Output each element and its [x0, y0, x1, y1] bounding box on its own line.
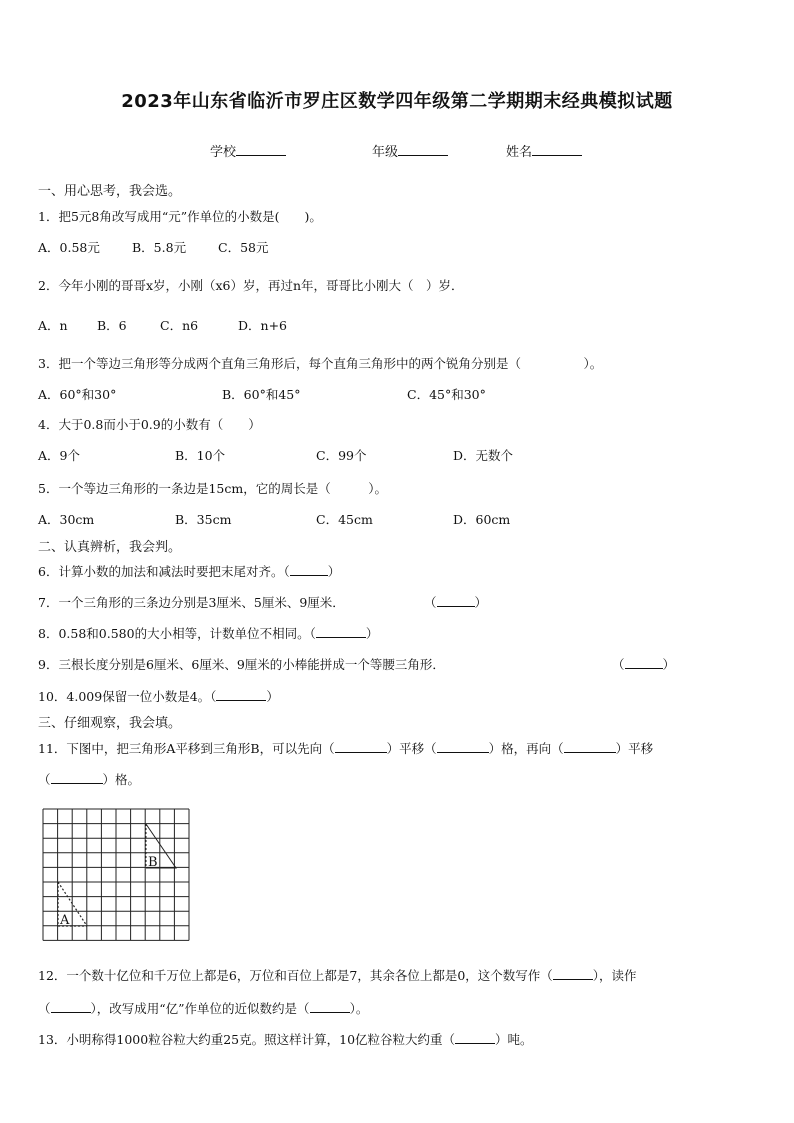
question-9 — [38, 655, 445, 673]
school-blank[interactable] — [236, 155, 286, 156]
section-heading-1: 一、用心思考，我会选。 — [38, 184, 182, 199]
q4-option-a[interactable]: A．9个 — [38, 448, 80, 463]
q9-answer-blank[interactable] — [625, 668, 663, 669]
q1-option-b[interactable]: B．5.8元 — [132, 240, 187, 255]
q10-close-paren: ） — [266, 689, 279, 704]
q7-answer — [424, 593, 487, 611]
q5-option-d[interactable]: D．60cm — [453, 512, 511, 527]
q12-text-5: ）。 — [349, 1001, 369, 1016]
q5-option-c[interactable]: C．45cm — [316, 512, 373, 527]
q10-answer-blank[interactable] — [216, 700, 266, 701]
q8-text: 8．0.58和0.580的大小相等，计数单位不相同。（ — [38, 626, 316, 641]
school-label: 学校 — [210, 145, 237, 160]
q2-option-c[interactable]: C．n6 — [160, 318, 199, 333]
question-2: 2．今年小刚的哥哥x岁，小刚（x6）岁，再过n年，哥哥比小刚大（ ）岁． — [38, 278, 464, 293]
q10-text: 10．4.009保留一位小数是4。（ — [38, 689, 217, 704]
q11-text-2: ）平移（ — [386, 741, 437, 756]
grade-blank[interactable] — [398, 155, 448, 156]
section-heading-3: 三、仔细观察，我会填。 — [38, 716, 182, 731]
triangle-a-label: A — [60, 913, 70, 928]
q12-blank-1[interactable] — [553, 979, 593, 980]
school-field — [210, 141, 286, 160]
q7-answer-blank[interactable] — [437, 606, 475, 607]
q3-option-a[interactable]: A．60°和30° — [38, 387, 117, 402]
q12-text-2: ），读作 — [592, 968, 637, 983]
q11-text-4: ）平移 — [615, 741, 654, 756]
question-10 — [38, 687, 279, 705]
q5-option-a[interactable]: A．30cm — [38, 512, 95, 527]
q12-text-3: （ — [38, 1001, 51, 1016]
q9-close-paren: ） — [662, 657, 676, 672]
q11-text-6: ）格。 — [102, 772, 141, 787]
name-field — [506, 141, 582, 160]
q3-option-c[interactable]: C．45°和30° — [407, 387, 486, 402]
q11-text-5: （ — [38, 772, 51, 787]
q4-option-d[interactable]: D．无数个 — [453, 448, 514, 463]
question-6 — [38, 562, 340, 580]
q8-answer-blank[interactable] — [316, 637, 366, 638]
q6-close-paren: ） — [327, 564, 341, 579]
q13-text-1: 13．小明称得1000粒谷粒大约重25克。照这样计算，10亿粒谷粒大约重（ — [38, 1032, 456, 1047]
question-1: 1．把5元8角改写成用“元”作单位的小数是( )。 — [38, 209, 322, 224]
q3-option-b[interactable]: B．60°和45° — [222, 387, 301, 402]
q6-answer-blank[interactable] — [290, 575, 328, 576]
question-13 — [38, 1030, 533, 1048]
q1-option-a[interactable]: A．0.58元 — [38, 240, 100, 255]
q11-text-3: ）格，再向（ — [488, 741, 564, 756]
q11-text-1: 11．下图中，把三角形A平移到三角形B，可以先向（ — [38, 741, 335, 756]
q11-blank-3[interactable] — [564, 752, 616, 753]
translation-grid-figure — [42, 808, 194, 946]
question-11 — [38, 739, 653, 757]
name-label: 姓名 — [506, 145, 533, 160]
q1-option-c[interactable]: C．58元 — [218, 240, 269, 255]
q13-text-2: ）吨。 — [495, 1032, 533, 1047]
q11-blank-1[interactable] — [335, 752, 387, 753]
q13-blank[interactable] — [455, 1043, 495, 1044]
question-8 — [38, 624, 378, 642]
question-11-line-2 — [38, 770, 140, 788]
q11-blank-4[interactable] — [51, 783, 103, 784]
question-7 — [38, 593, 345, 611]
q7-text: 7．一个三角形的三条边分别是3厘米、5厘米、9厘米． — [38, 595, 345, 610]
question-3: 3．把一个等边三角形等分成两个直角三角形后，每个直角三角形中的两个锐角分别是（ ）。 — [38, 356, 603, 371]
q4-option-c[interactable]: C．99个 — [316, 448, 367, 463]
q2-option-b[interactable]: B．6 — [97, 318, 127, 333]
grade-label: 年级 — [372, 145, 399, 160]
q5-option-b[interactable]: B．35cm — [175, 512, 232, 527]
q2-option-a[interactable]: A．n — [38, 318, 68, 333]
q8-close-paren: ） — [365, 626, 379, 641]
q11-blank-2[interactable] — [437, 752, 489, 753]
q2-option-d[interactable]: D．n+6 — [238, 318, 287, 333]
q9-answer — [612, 655, 675, 673]
name-blank[interactable] — [532, 155, 582, 156]
q6-text: 6．计算小数的加法和减法时要把末尾对齐。（ — [38, 564, 290, 579]
question-5: 5．一个等边三角形的一条边是15cm，它的周长是（ ）。 — [38, 481, 387, 496]
section-heading-2: 二、认真辨析，我会判。 — [38, 540, 182, 555]
q12-blank-2[interactable] — [51, 1012, 91, 1013]
q12-blank-3[interactable] — [310, 1012, 350, 1013]
q7-close-paren: ） — [474, 595, 488, 610]
question-12 — [38, 966, 637, 984]
document-title: 2023年山东省临沂市罗庄区数学四年级第二学期期末经典模拟试题 — [121, 91, 673, 112]
q9-open-paren: （ — [612, 657, 625, 672]
q7-open-paren: （ — [424, 595, 437, 610]
grade-field — [372, 141, 448, 160]
question-4: 4．大于0.8而小于0.9的小数有（ ） — [38, 417, 261, 432]
q4-option-b[interactable]: B．10个 — [175, 448, 226, 463]
q9-text: 9．三根长度分别是6厘米、6厘米、9厘米的小棒能拼成一个等腰三角形． — [38, 657, 445, 672]
q12-text-1: 12．一个数十亿位和千万位上都是6，万位和百位上都是7，其余各位上都是0，这个数写作（ — [38, 968, 553, 983]
question-12-line-2 — [38, 999, 368, 1017]
q12-text-4: ），改写成用“亿”作单位的近似数约是（ — [90, 1001, 310, 1016]
triangle-b-label: B — [148, 855, 158, 870]
